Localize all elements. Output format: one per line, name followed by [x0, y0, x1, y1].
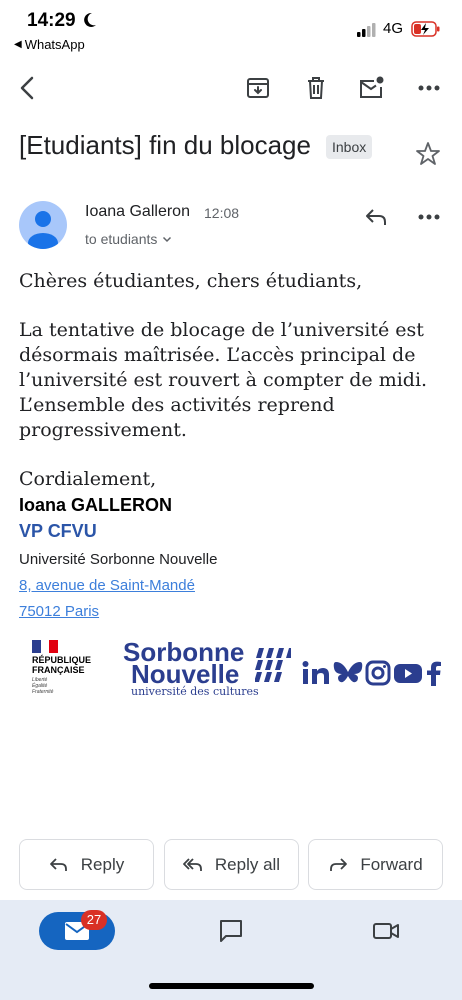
- network-type: 4G: [383, 20, 404, 37]
- cell-signal-icon: [357, 23, 377, 37]
- mark-unread-icon[interactable]: [357, 74, 385, 102]
- signature-city-link[interactable]: 75012 Paris: [19, 603, 100, 620]
- email-closing: Cordialement,: [19, 468, 157, 490]
- do-not-disturb-icon: [82, 10, 98, 30]
- battery-charging-icon: [411, 19, 441, 39]
- sn-logo-line2: Nouvelle: [131, 659, 240, 689]
- email-time: 12:08: [204, 205, 240, 221]
- back-triangle-icon: ◀: [14, 39, 22, 50]
- signature-university: Université Sorbonne Nouvelle: [19, 551, 218, 568]
- meet-icon[interactable]: [371, 916, 401, 946]
- reply-button[interactable]: [19, 839, 154, 890]
- bluesky-icon[interactable]: [333, 660, 363, 686]
- delete-icon[interactable]: [302, 74, 330, 102]
- sn-logo-line1: Sorbonne: [123, 637, 245, 667]
- status-time: 14:29: [27, 10, 76, 31]
- back-to-app-link[interactable]: [14, 37, 85, 52]
- email-paragraph: La tentative de blocage de l’université est désormais maîtrisée. L’accès principal de l’université est rouvert à compter de midi. L’ensemble des activités reprend progressivement.: [19, 319, 428, 441]
- social-icons: [301, 660, 443, 686]
- youtube-icon[interactable]: [393, 660, 423, 686]
- back-arrow-icon[interactable]: [14, 74, 42, 102]
- french-flag: [32, 640, 58, 653]
- message-more-icon[interactable]: [415, 203, 443, 231]
- sorbonne-nouvelle-logo: [121, 638, 301, 698]
- mail-unread-badge: 27: [81, 910, 107, 930]
- rf-logo-motto: Liberté Égalité Fraternité: [32, 677, 54, 695]
- back-app-label: WhatsApp: [24, 37, 85, 52]
- sender-avatar[interactable]: [19, 201, 67, 249]
- sn-logo-bars-icon: [255, 646, 291, 682]
- reply-icon[interactable]: [362, 203, 390, 231]
- recipient-details[interactable]: [85, 231, 173, 247]
- reply-all-label: Reply all: [214, 854, 281, 874]
- forward-label: Forward: [360, 854, 423, 874]
- signature-name: Ioana GALLERON: [19, 495, 173, 515]
- forward-button[interactable]: [308, 839, 443, 890]
- reply-all-icon: [183, 855, 203, 875]
- home-indicator[interactable]: [149, 983, 314, 989]
- chevron-down-icon: [161, 233, 173, 245]
- reply-label: Reply: [80, 854, 125, 874]
- republique-francaise-logo: [30, 640, 100, 700]
- email-subject: [Etudiants] fin du blocage: [19, 130, 311, 160]
- forward-icon: [328, 855, 348, 875]
- sender-name[interactable]: Ioana Galleron: [85, 203, 190, 220]
- star-icon[interactable]: [414, 140, 442, 168]
- reply-icon: [49, 855, 69, 875]
- chat-icon[interactable]: [216, 916, 246, 946]
- reply-all-button[interactable]: [164, 839, 299, 890]
- signature-address-link[interactable]: 8, avenue de Saint-Mandé: [19, 577, 195, 594]
- email-greeting: Chères étudiantes, chers étudiants,: [19, 270, 363, 292]
- instagram-icon[interactable]: [365, 660, 391, 686]
- signature-role: VP CFVU: [19, 521, 97, 541]
- linkedin-icon[interactable]: [301, 660, 331, 686]
- recipient-label: to etudiants: [85, 231, 158, 247]
- archive-icon[interactable]: [244, 74, 272, 102]
- facebook-icon[interactable]: [425, 660, 443, 686]
- more-vert-icon[interactable]: [415, 74, 443, 102]
- inbox-label-chip[interactable]: Inbox: [326, 135, 372, 159]
- sn-logo-tagline: université des cultures: [131, 685, 259, 698]
- rf-logo-text: RÉPUBLIQUE FRANÇAISE: [32, 655, 92, 675]
- person-icon: [19, 201, 67, 249]
